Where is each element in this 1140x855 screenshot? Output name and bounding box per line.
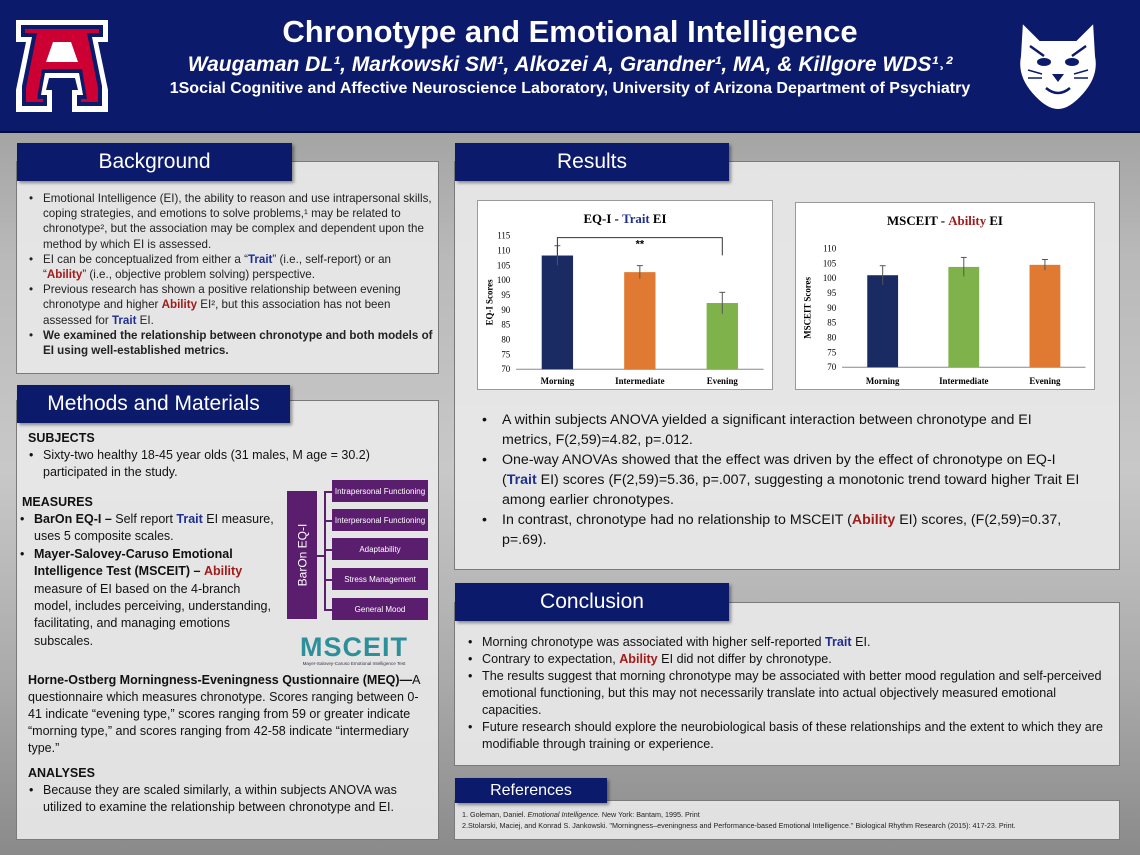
y-axis-label: EQ-I Scores	[484, 279, 495, 326]
methods-heading: Methods and Materials	[17, 385, 290, 423]
list-item: • Because they are scaled similarly, a within subjects ANOVA was utilized to examine the relationship between chronotype and EI.	[27, 782, 427, 816]
y-tick-label: 100	[496, 275, 511, 286]
wildcat-logo-icon	[1010, 16, 1106, 112]
baron-connector	[324, 549, 332, 551]
measures-list	[18, 511, 280, 650]
conclusion-list	[466, 634, 1106, 753]
y-tick-label: 85	[827, 317, 837, 328]
poster-header	[0, 0, 1140, 133]
y-tick-label: 105	[496, 260, 511, 271]
references-heading: References	[455, 778, 607, 803]
list-item: • BarOn EQ-I – Self report Trait EI measure, uses 5 composite scales.	[18, 511, 280, 546]
x-tick-label: Intermediate	[939, 376, 989, 387]
reference-item: 2.Stolarski, Maciej, and Konrad S. Jankowski. "Morningness–eveningness and Performance-based Emotional Intelligence." Biological Rhythm Research (2015): 417-23. Print.	[462, 821, 1016, 830]
list-item: • Emotional Intelligence (EI), the ability to reason and use intrapersonal skills, coping strategies, and emotions to solve problems,¹ may be related to chronotype², but the association may be complex and dependent upon the method by which EI is assessed.	[27, 191, 437, 252]
baron-item-interpersonal: Interpersonal Functioning	[332, 509, 428, 531]
list-item: • In contrast, chronotype had no relationship to MSCEIT (Ability EI) scores, (F(2,59)=0.37, p=.69).	[480, 510, 1080, 550]
y-tick-label: 110	[497, 245, 511, 256]
y-tick-label: 80	[501, 334, 511, 345]
list-item: • Contrary to expectation, Ability EI did not differ by chronotype.	[466, 651, 1106, 668]
background-heading: Background	[17, 143, 292, 181]
baron-item-intrapersonal: Intrapersonal Functioning	[332, 480, 428, 502]
poster-title: Chronotype and Emotional Intelligence	[282, 14, 858, 49]
reference-item: 1. Goleman, Daniel. Emotional Intelligence. New York: Bantam, 1995. Print	[462, 810, 700, 819]
baron-connector	[324, 491, 332, 493]
list-item: • Mayer-Salovey-Caruso Emotional Intelligence Test (MSCEIT) – Ability measure of EI based on the 4-branch model, includes perceiving, understanding, facilitating, and managing emotions subscales.	[18, 546, 280, 650]
list-item: • A within subjects ANOVA yielded a significant interaction between chronotype and EI metrics, F(2,59)=4.82, p=.012.	[480, 410, 1080, 450]
baron-item-adaptability: Adaptability	[332, 538, 428, 560]
y-tick-label: 110	[823, 243, 837, 254]
list-item: • Future research should explore the neurobiological basis of these relationships and the extent to which they are modifiable through training or experience.	[466, 719, 1106, 753]
y-tick-label: 90	[501, 304, 511, 315]
y-axis-label: MSCEIT Scores	[802, 277, 813, 339]
msceit-logo	[294, 632, 414, 668]
bar-morning	[867, 275, 898, 367]
msceit-logo-text: MSCEIT	[299, 632, 409, 662]
y-tick-label: 95	[827, 288, 837, 298]
conclusion-heading: Conclusion	[455, 583, 729, 621]
y-tick-label: 85	[501, 319, 511, 330]
background-list	[27, 191, 437, 358]
bar-evening	[1030, 265, 1061, 367]
bar-intermediate	[624, 272, 655, 369]
baron-eqi-bar: BarOn EQ-I	[287, 491, 317, 619]
y-tick-label: 115	[497, 230, 511, 241]
y-tick-label: 70	[827, 362, 837, 373]
bar-morning	[542, 256, 573, 370]
msceit-logo-subtitle: Mayer-Salovey-Caruso Emotional Intelligence Test	[302, 661, 406, 666]
x-tick-label: Evening	[1029, 376, 1061, 387]
x-tick-label: Morning	[865, 376, 900, 387]
y-tick-label: 95	[501, 289, 511, 300]
list-item: • Sixty-two healthy 18-45 year olds (31 males, M age = 30.2) participated in the study.	[27, 447, 387, 481]
list-item: • EI can be conceptualized from either a “Trait” (i.e., self-report) or an “Ability” (i.e., objective problem solving) perspective.	[27, 252, 437, 282]
baron-connector	[324, 579, 332, 581]
baron-connector	[324, 520, 332, 522]
baron-item-stress: Stress Management	[332, 568, 428, 590]
y-tick-label: 75	[827, 347, 837, 358]
y-tick-label: 70	[501, 364, 511, 375]
subjects-list	[27, 447, 387, 481]
baron-item-mood: General Mood	[332, 598, 428, 620]
list-item: • One-way ANOVAs showed that the effect was driven by the effect of chronotype on EQ-I (Trait EI) scores (F(2,59)=5.36, p=.007, suggesting a monotonic trend toward higher Trait EI among earlier chronotypes.	[480, 450, 1080, 510]
x-tick-label: Morning	[540, 376, 575, 387]
analyses-heading: ANALYSES	[28, 766, 95, 780]
list-item: • Morning chronotype was associated with higher self-reported Trait EI.	[466, 634, 1106, 651]
analyses-list	[27, 782, 427, 816]
significance-label: **	[635, 238, 645, 251]
poster-authors: Waugaman DL¹, Markowski SM¹, Alkozei A, Grandner¹, MA, & Killgore WDS¹˒²	[187, 53, 953, 76]
results-heading: Results	[455, 143, 729, 181]
eqi-chart	[477, 200, 773, 390]
meq-description: Horne-Ostberg Morningness-Eveningness Qustionnaire (MEQ)—A questionnaire which measures chronotype. Scores ranging between 0-41 indicate “evening type,” scores ranging from 59 or greater indicate “morning type,” and scores ranging from 42-58 indicate “intermediary type.”	[28, 673, 420, 755]
bar-intermediate	[948, 267, 979, 367]
baron-connector	[324, 609, 332, 611]
chart-title: EQ-I - Trait EI	[583, 211, 667, 226]
poster-affiliation: 1Social Cognitive and Affective Neuroscience Laboratory, University of Arizona Department of Psychiatry	[169, 80, 971, 97]
y-tick-label: 105	[822, 258, 837, 269]
x-tick-label: Intermediate	[615, 376, 665, 387]
y-tick-label: 90	[827, 302, 837, 313]
msceit-chart	[795, 202, 1095, 390]
results-list	[480, 410, 1080, 550]
chart-title: MSCEIT - Ability EI	[887, 213, 1003, 228]
subjects-heading: SUBJECTS	[28, 431, 95, 445]
y-tick-label: 75	[501, 349, 511, 360]
y-tick-label: 100	[822, 273, 837, 284]
list-item: • Previous research has shown a positive relationship between evening chronotype and higher Ability EI², but this association has not been assessed for Trait EI.	[27, 282, 437, 328]
x-tick-label: Evening	[706, 376, 738, 387]
list-item: • We examined the relationship between chronotype and both models of EI using well-established metrics.	[27, 328, 437, 358]
measures-heading: MEASURES	[22, 495, 93, 509]
y-tick-label: 80	[827, 332, 837, 343]
list-item: • The results suggest that morning chronotype may be associated with better mood regulation and self-perceived emotional functioning, but this may not necessarily translate into actual objectively measured emotional capacities.	[466, 668, 1106, 719]
references-list	[462, 809, 1122, 831]
